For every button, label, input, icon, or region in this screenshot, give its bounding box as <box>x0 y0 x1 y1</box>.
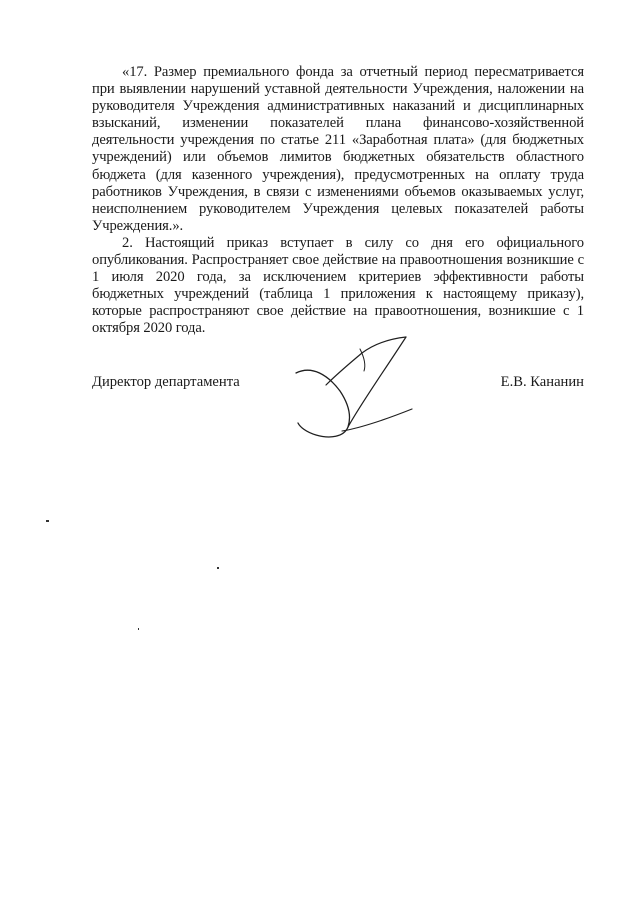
paragraph-17: «17. Размер премиального фонда за отчетный период пересматривается при выявлении нарушений уставной деятельности Учреждения, наложении на руководителя Учреждения административных наказаний и дисциплинарных взысканий, изменении показателей плана финансово-хозяйственной деятельности учреждения по статье 211 «Заработная плата» (для бюджетных учреждений) или объемов лимитов бюджетных обязательств областного бюджета (для казенного учреждения), предусмотренных на оплату труда работников Учреждения, в связи с изменениями объемов оказываемых услуг, неисполнением руководителем Учреждения целевых показателей работы Учреждения.». <box>92 64 584 234</box>
signatory-title: Директор департамента <box>92 374 240 390</box>
scan-speck <box>217 567 219 569</box>
document-body <box>92 64 584 338</box>
scan-speck <box>46 520 49 522</box>
paragraph-2: 2. Настоящий приказ вступает в силу со дня его официального опубликования. Распространяет свое действие на правоотношения возникшие с 1 июля 2020 года, за исключением критериев эффективности работы бюджетных учреждений (таблица 1 приложения к настоящему приказу), которые распространяют свое действие на правоотношения, возникшие с 1 октября 2020 года. <box>92 234 584 337</box>
handwritten-signature <box>290 335 420 445</box>
scan-speck <box>138 628 139 630</box>
signatory-name: Е.В. Кананин <box>500 374 584 390</box>
